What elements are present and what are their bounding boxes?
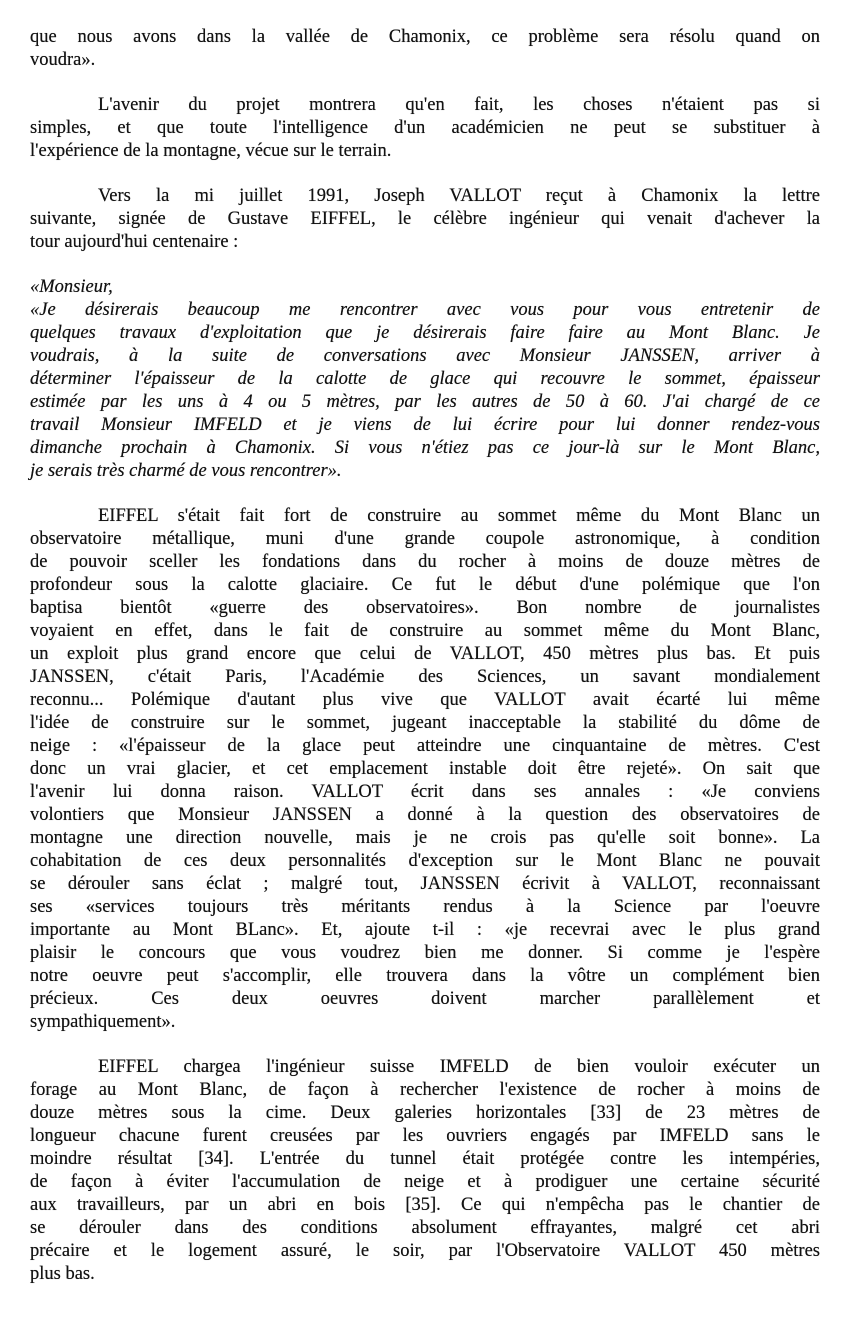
text-line: précaire et le logement assuré, le soir, par l'Observatoire VALLOT 450 mètres [30,1241,820,1261]
text-line: baptisa bientôt «guerre des observatoires». Bon nombre de journalistes [30,598,820,618]
text-line: je serais très charmé de vous rencontrer». [30,461,342,481]
text-line: notre oeuvre peut s'accomplir, elle trouvera dans la vôtre un complément bien [30,966,820,986]
text-line: simples, et que toute l'intelligence d'un académicien ne peut se substituer à [30,118,820,138]
text-line: voyaient en effet, dans le fait de construire au sommet même du Mont Blanc, [30,621,820,641]
text-line: moindre résultat [34]. L'entrée du tunnel était protégée contre les intempéries, [30,1149,820,1169]
text-line: précieux. Ces deux oeuvres doivent marcher parallèlement et [30,989,820,1009]
text-line: EIFFEL chargea l'ingénieur suisse IMFELD de bien vouloir exécuter un [98,1057,820,1077]
text-line: Vers la mi juillet 1991, Joseph VALLOT reçut à Chamonix la lettre [98,186,820,206]
text-line: voudrais, à la suite de conversations avec Monsieur JANSSEN, arriver à [30,346,820,366]
text-line: donc un vrai glacier, et cet emplacement instable doit être rejeté». On sait que [30,759,820,779]
text-line: aux travailleurs, par un abri en bois [35]. Ce qui n'empêcha pas le chantier de [30,1195,820,1215]
text-line: que nous avons dans la vallée de Chamonix, ce problème sera résolu quand on [30,27,820,47]
para-avenir-du-projet [30,94,820,163]
text-line: sympathiquement». [30,1012,176,1032]
text-line: montagne une direction nouvelle, mais je ne crois pas qu'elle soit bonne». La [30,828,820,848]
text-line: plus bas. [30,1264,95,1284]
text-line: un exploit plus grand encore que celui de VALLOT, 450 mètres plus bas. Et puis [30,644,820,664]
text-line: L'avenir du projet montrera qu'en fait, les choses n'étaient pas si [98,95,820,115]
text-line: tour aujourd'hui centenaire : [30,232,239,252]
text-line: suivante, signée de Gustave EIFFEL, le célèbre ingénieur qui venait d'achever la [30,209,820,229]
text-line: cohabitation de ces deux personnalités d'exception sur le Mont Blanc ne pouvait [30,851,820,871]
text-line: volontiers que Monsieur JANSSEN a donné à la question des observatoires de [30,805,820,825]
text-line: travail Monsieur IMFELD et je viens de lui écrire pour lui donner rendez-vous [30,415,820,435]
text-line: observatoire métallique, muni d'une grande coupole astronomique, à condition [30,529,820,549]
text-line: JANSSEN, c'était Paris, l'Académie des Sciences, un savant mondialement [30,667,820,687]
text-line: de façon à éviter l'accumulation de neige et à prodiguer une certaine sécurité [30,1172,820,1192]
text-line: estimée par les uns à 4 ou 5 mètres, par les autres de 50 à 60. J'ai chargé de ce [30,392,820,412]
letter-body [30,299,820,483]
text-line: EIFFEL s'était fait fort de construire au sommet même du Mont Blanc un [98,506,820,526]
text-line: longueur chacune furent creusées par les ouvriers engagés par IMFELD sans le [30,1126,820,1146]
text-line: dimanche prochain à Chamonix. Si vous n'étiez pas ce jour-là sur le Mont Blanc, [30,438,820,458]
text-line: se dérouler sans éclat ; malgré tout, JANSSEN écrivit à VALLOT, reconnaissant [30,874,820,894]
text-line: voudra». [30,50,96,70]
text-line: forage au Mont Blanc, de façon à rechercher l'existence de rocher à moins de [30,1080,820,1100]
text-line: neige : «l'épaisseur de la glace peut atteindre une cinquantaine de mètres. C'est [30,736,820,756]
text-line: de pouvoir sceller les fondations dans du rocher à moins de douze mètres de [30,552,820,572]
text-line: se dérouler dans des conditions absolument effrayantes, malgré cet abri [30,1218,820,1238]
text-line: l'idée de construire sur le sommet, jugeant inacceptable la stabilité du dôme de [30,713,820,733]
text-line: douze mètres sous la cime. Deux galeries horizontales [33] de 23 mètres de [30,1103,820,1123]
text-line: «Monsieur, [30,277,113,297]
text-line: «Je désirerais beaucoup me rencontrer avec vous pour vous entretenir de [30,300,820,320]
text-line: plaisir le concours que vous voudrez bien me donner. Si comme je l'espère [30,943,820,963]
text-line: quelques travaux d'exploitation que je désirerais faire faire au Mont Blanc. Je [30,323,820,343]
para-forage-imfeld [30,1056,820,1286]
para-guerre-des-observatoires [30,505,820,1034]
para-valley-continuation [30,26,820,72]
text-line: l'expérience de la montagne, vécue sur le terrain. [30,141,392,161]
text-line: l'avenir lui donna raison. VALLOT écrit dans ses annales : «Je conviens [30,782,820,802]
text-line: importante au Mont BLanc». Et, ajoute t-il : «je recevrai avec le plus grand [30,920,820,940]
text-line: reconnu... Polémique d'autant plus vive que VALLOT avait écarté lui même [30,690,820,710]
text-line: profondeur sous la calotte glaciaire. Ce fut le début d'une polémique que l'on [30,575,820,595]
text-line: déterminer l'épaisseur de la calotte de glace qui recouvre le sommet, épaisseur [30,369,820,389]
letter-salutation [30,276,820,299]
text-column [30,26,820,1286]
para-vers-la-mi-juillet [30,185,820,254]
text-line: ses «services toujours très méritants rendus à la Science par l'oeuvre [30,897,820,917]
